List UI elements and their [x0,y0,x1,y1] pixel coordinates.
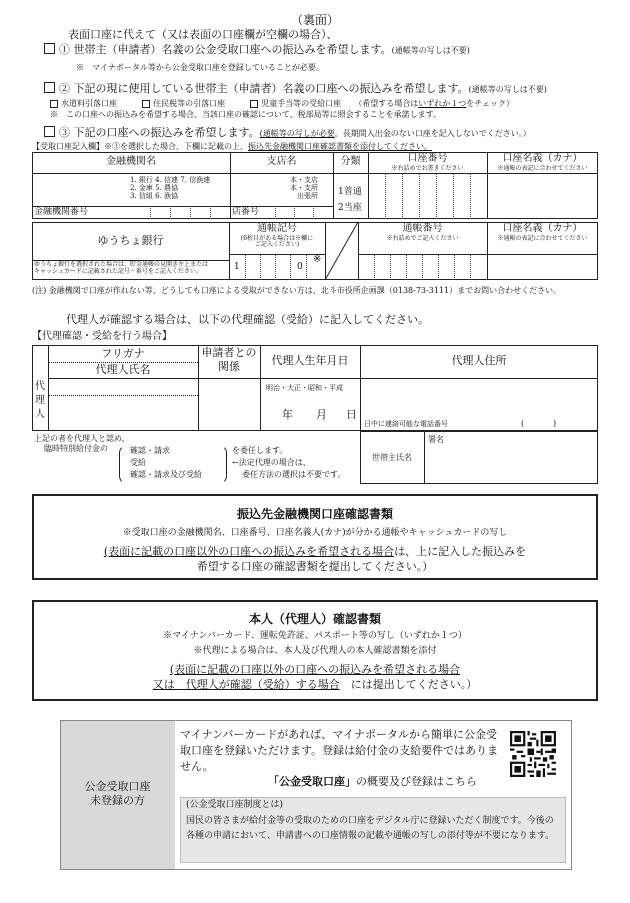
option-2-sub: ※ この口座への振込みを希望する場合、当該口座の確認について、税部局等に照会することを承諾します。 [50,110,442,119]
option-2-note: (通帳等の写しは不要) [468,85,547,94]
dob-day: 日 [346,408,357,421]
box2-sub1: ※マイナンバーカード、運転免許証、パスポート等の写し（いずれか１つ） [163,631,467,641]
check-resident-tax[interactable]: 住民税等の引落口座 [142,99,225,108]
yucho-last-digit: 0 [297,262,303,272]
era-options[interactable]: 明治・大正・昭和・平成 [266,384,343,392]
dob-year: 年 [282,408,293,421]
option-2-label: ② 下記の現に使用している世帯主（申請者）名義の口座への振込みを希望します。 [59,82,469,95]
yucho-diagonal [325,222,358,280]
proxy-heading: 【代理確認・受給を行う場合】 [32,331,172,342]
proxy-intro: 代理人が確認する場合は、以下の代理確認（受給）に記入してください。 [66,313,429,326]
choice-receive[interactable]: 受給 [130,458,146,467]
branch-code-label: 店番号 [232,207,260,217]
box1-sub: ※受取口座の金融機関名、口座番号、口座名義人(カナ)が分かる通帳やキャッシュカードの写し [122,528,508,538]
furigana-header: フリガナ [101,346,145,360]
box1-line1: (表面に記載の口座以外の口座への振込みを希望される場合は、上に記入した振込みを [103,545,527,558]
intro-text: 表面口座に代えて（又は表面の口座欄が空欄の場合）、 [68,28,338,41]
box2-title: 本人（代理人）確認書類 [248,612,381,626]
check-water[interactable]: 水道料引落口座 [50,99,117,108]
box2-line2: 又は 代理人が確認（受給）する場合 には提出してください。） [152,678,478,691]
footnote: (注) 金融機関で口座が作れない等、どうしても口座による受取ができない方は、北斗市役所企画課（0138-73-3111）までお問い合わせください。 [32,286,562,295]
yucho-first-digit: 1 [234,262,240,272]
yucho-code-header: 通帳記号 (6桁目がある場合は※欄に ご記入ください) [240,223,314,249]
info-side-label: 公金受取口座 未登録の方 [84,780,151,808]
check-child-allowance[interactable]: 児童手当等の受給口座 [250,99,341,108]
branch-name-header: 支店名 [266,156,297,168]
option-1-checkbox[interactable] [44,43,55,54]
option-1-note: (通帳等の写しは不要) [391,46,470,55]
yucho-note: ゆうちょ銀行を選択された場合は、貯金通帳の見開き左上または キャッシュカードに記載された記号・番号をご記入ください。 [34,261,209,275]
dob-month: 月 [316,408,327,421]
relation-header: 申請者との 関係 [201,346,257,374]
account-number-header: 口座番号 ※右詰めでお書きください [391,153,464,172]
option-2[interactable] [44,82,547,96]
yucho-bank-name: ゆうちょ銀行 [97,233,164,247]
box2-sub2: ※代理による場合は、本人及び代理人の本人確認書類を添付 [193,646,437,656]
delegate-choices[interactable] [130,445,202,481]
dob-header: 代理人生年月日 [271,354,349,368]
info-link[interactable]: 「公金受取口座」の概要及び登録はこちら [268,775,477,788]
phone-paren-open: ( [521,419,525,428]
option-3[interactable]: ③ 下記の口座への振込みを希望します。(通帳等の写しが必要。長期間入出金のない口座を記入しないでください。） [44,126,531,140]
holder-header: 口座名義（カナ） ※通帳の表記に合わせてください [497,153,588,172]
info-sub-title: (公金受取口座制度とは) [186,800,284,810]
box2-line1: (表面に記載の口座以外の口座への振込みを希望される場合 [169,663,461,676]
type-header: 分類 [340,156,361,168]
option-1-label: ① 世帯主（申請者）名義の公金受取口座への振込みを希望します。 [59,43,392,56]
proxy-side-label: 代 理 人 [35,381,45,420]
yucho-number-header: 通帳番号 ※右詰めでご記入ください [386,223,459,242]
qr-code-icon[interactable] [510,731,556,777]
yucho-holder-header: 口座名義（カナ） ※通帳の表記に合わせてください [497,223,588,242]
phone-paren-close: ) [553,419,557,428]
account-type-list[interactable]: 1普通 2当座 [338,187,362,214]
info-sub-text: 国民の皆さまが給付金等の受取のための口座をデジタル庁に登録いただく制度です。今後の各種の申請において、申請書への口座情報の記載や通帳の写しの添付等が不要になります。 [186,816,555,841]
page-title: （裏面） [290,13,339,27]
box1-line2: 希望する口座の確認書類を提出してください。） [196,560,434,573]
box1-title: 振込先金融機関口座確認書類 [236,507,393,521]
option-3-label: ③ 下記の口座への振込みを希望します。 [59,126,260,139]
phone-label: 日中に連絡可能な電話番号 [364,420,448,428]
bank-type-list: 1. 銀行 4. 信連 7. 信漁連 2. 金庫 5. 農協 3. 信組 6. 漁協 [130,176,211,201]
choice-both[interactable]: 確認・請求及び受給 [130,470,202,479]
bank-name-header: 金融機関名 [106,156,156,168]
head-name-label: 世帯主氏名 [372,452,412,462]
account-heading: 【受取口座記入欄】※③を選択した場合、下欄に記載の上、振込先金融機関口座確認書類を添付してください。 [32,142,432,151]
yucho-asterisk: ※ [313,254,322,265]
entrust-text: を委任します。 ←法定代理の場合は、 委任方法の選択は不要です。 [232,446,346,479]
option-1[interactable] [44,43,470,57]
delegate-text-2: 臨時特別給付金の [44,444,108,453]
option-1-sub: ※ マイナポータル等から公金受取口座を登録していることが必要。 [76,63,324,72]
option-2-checkbox[interactable] [44,82,55,93]
option-2-check-row: 水道料引落口座 住民税等の引落口座 児童手当等の受給口座 （希望する場合はいずれか１つをチェック） [50,99,514,109]
bank-code-label: 金融機関番号 [34,207,89,217]
choice-confirm[interactable]: 確認・請求 [130,446,170,455]
proxy-name-header: 代理人氏名 [95,362,151,376]
delegate-text-1: 上記の者を代理人と認め、 [34,434,130,443]
signature-label: 署名 [428,435,444,444]
address-header: 代理人住所 [451,354,507,368]
info-text: マイナンバーカードがあれば、マイナポータルから簡単に公金受取口座を登録いただけます。登録は給付金の支給要件ではありません。 [180,728,499,773]
branch-type-list: 本・支店 本・支所 出張所 [290,176,318,201]
option-3-checkbox[interactable] [44,126,55,137]
